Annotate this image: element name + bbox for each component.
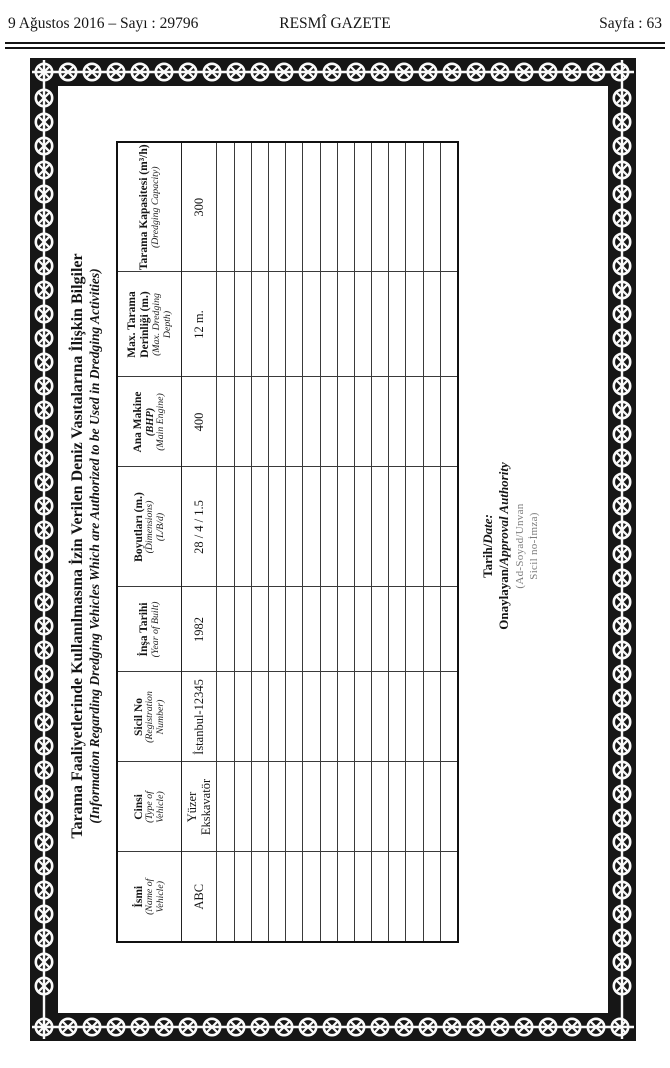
empty-cell: [406, 467, 423, 587]
empty-cell: [423, 672, 440, 762]
empty-cell: [337, 272, 354, 377]
vehicle-data-row: [182, 142, 217, 942]
document-title-turkish: Tarama Faaliyetlerinde Kullanılmasına İzin Verilen Deniz Vasıtalarına İlişkin Bilgiler: [69, 253, 86, 839]
approval-signature-block: [480, 141, 541, 951]
empty-cell: [440, 142, 458, 272]
empty-cell: [372, 467, 389, 587]
empty-cell: [303, 672, 320, 762]
empty-cell: [217, 377, 234, 467]
empty-cell: [320, 142, 337, 272]
empty-cell: [251, 272, 268, 377]
empty-cell: [234, 467, 251, 587]
empty-cell: [286, 852, 303, 942]
vehicle-data-cell: 28 / 4 / 1.5: [182, 467, 217, 587]
empty-cell: [423, 142, 440, 272]
empty-cell: [303, 377, 320, 467]
empty-cell: [337, 852, 354, 942]
empty-row: [268, 142, 285, 942]
empty-cell: [406, 142, 423, 272]
empty-cell: [268, 852, 285, 942]
empty-cell: [440, 587, 458, 672]
empty-cell: [389, 587, 406, 672]
table-header-row: [117, 142, 182, 942]
empty-cell: [423, 467, 440, 587]
empty-cell: [354, 762, 371, 852]
dredging-vehicles-table: [116, 141, 459, 943]
empty-cell: [303, 587, 320, 672]
empty-row: [337, 142, 354, 942]
column-header: Tarama Kapasitesi (m³/h) (Dredging Capacity): [117, 142, 182, 272]
empty-row: [303, 142, 320, 942]
empty-cell: [423, 852, 440, 942]
empty-cell: [320, 377, 337, 467]
empty-cell: [440, 762, 458, 852]
empty-cell: [268, 272, 285, 377]
empty-cell: [217, 587, 234, 672]
empty-cell: [389, 272, 406, 377]
empty-cell: [268, 672, 285, 762]
empty-cell: [217, 272, 234, 377]
empty-cell: [234, 272, 251, 377]
empty-cell: [337, 377, 354, 467]
empty-cell: [234, 142, 251, 272]
date-label-tr: Tarih/: [480, 543, 495, 578]
empty-cell: [268, 587, 285, 672]
column-header: İsmi (Name of Vehicle): [117, 852, 182, 942]
empty-cell: [389, 377, 406, 467]
empty-cell: [337, 142, 354, 272]
empty-row: [389, 142, 406, 942]
empty-cell: [372, 762, 389, 852]
empty-cell: [337, 467, 354, 587]
empty-cell: [354, 377, 371, 467]
vehicle-data-cell: Yüzer Ekskavatör: [182, 762, 217, 852]
empty-cell: [440, 377, 458, 467]
empty-cell: [286, 142, 303, 272]
empty-cell: [372, 377, 389, 467]
column-header: Cinsi (Type of Vehicle): [117, 762, 182, 852]
approver-en: Approval Authority: [496, 462, 512, 566]
empty-cell: [440, 852, 458, 942]
empty-cell: [354, 272, 371, 377]
approval-authority-label: [496, 141, 512, 951]
document-title-english: (Information Regarding Dredging Vehicles Which are Authorized to be Used in Dredging Activities): [87, 268, 103, 824]
empty-cell: [217, 762, 234, 852]
empty-cell: [423, 587, 440, 672]
empty-cell: [406, 587, 423, 672]
empty-cell: [372, 142, 389, 272]
vehicle-data-cell: 12 m.: [182, 272, 217, 377]
empty-cell: [217, 467, 234, 587]
empty-cell: [303, 467, 320, 587]
column-header: Ana Makine (BHP) (Main Engine): [117, 377, 182, 467]
empty-cell: [217, 142, 234, 272]
empty-cell: [337, 587, 354, 672]
signature-detail-1: (Ad-Soyad/Unvan: [513, 503, 526, 589]
empty-cell: [320, 672, 337, 762]
date-label: [480, 141, 496, 951]
empty-cell: [320, 762, 337, 852]
empty-cell: [389, 142, 406, 272]
empty-row: [234, 142, 251, 942]
empty-cell: [234, 587, 251, 672]
empty-cell: [251, 377, 268, 467]
empty-cell: [372, 272, 389, 377]
empty-cell: [354, 467, 371, 587]
date-label-en: Date:: [480, 514, 495, 544]
empty-cell: [268, 377, 285, 467]
empty-cell: [251, 762, 268, 852]
column-header: İnşa Tarihi (Year of Built): [117, 587, 182, 672]
empty-cell: [440, 467, 458, 587]
empty-row: [423, 142, 440, 942]
empty-cell: [251, 587, 268, 672]
empty-cell: [406, 377, 423, 467]
approver-tr: Onaylayan/: [496, 565, 512, 630]
empty-cell: [406, 672, 423, 762]
empty-row: [406, 142, 423, 942]
gazette-title: RESMÎ GAZETE: [279, 15, 391, 32]
empty-cell: [320, 587, 337, 672]
empty-cell: [303, 762, 320, 852]
empty-cell: [217, 672, 234, 762]
empty-row: [440, 142, 458, 942]
vehicle-data-cell: ABC: [182, 852, 217, 942]
empty-cell: [354, 142, 371, 272]
empty-cell: [423, 272, 440, 377]
empty-cell: [354, 672, 371, 762]
empty-cell: [440, 672, 458, 762]
vehicle-data-cell: 400: [182, 377, 217, 467]
empty-cell: [251, 852, 268, 942]
empty-cell: [286, 672, 303, 762]
rotated-document: [62, 141, 562, 951]
vehicle-data-cell: 300: [182, 142, 217, 272]
empty-cell: [234, 672, 251, 762]
empty-cell: [406, 852, 423, 942]
empty-cell: [354, 852, 371, 942]
empty-cell: [337, 672, 354, 762]
empty-cell: [303, 272, 320, 377]
empty-cell: [372, 852, 389, 942]
empty-cell: [372, 672, 389, 762]
empty-cell: [320, 467, 337, 587]
empty-cell: [406, 272, 423, 377]
empty-row: [217, 142, 234, 942]
empty-row: [354, 142, 371, 942]
empty-cell: [234, 762, 251, 852]
vehicle-data-cell: İstanbul-12345: [182, 672, 217, 762]
empty-cell: [337, 762, 354, 852]
page-number: Sayfa : 63: [599, 15, 662, 32]
empty-row: [372, 142, 389, 942]
empty-cell: [234, 852, 251, 942]
empty-cell: [286, 272, 303, 377]
empty-cell: [389, 852, 406, 942]
empty-cell: [389, 467, 406, 587]
empty-cell: [286, 762, 303, 852]
empty-cell: [423, 762, 440, 852]
empty-cell: [251, 142, 268, 272]
column-header: Max. Tarama Derinliği (m.) (Max. Dredging Depth): [117, 272, 182, 377]
issue-date-number: 9 Ağustos 2016 – Sayı : 29796: [8, 15, 199, 32]
empty-cell: [303, 142, 320, 272]
empty-cell: [406, 762, 423, 852]
empty-cell: [251, 672, 268, 762]
empty-row: [320, 142, 337, 942]
empty-cell: [372, 587, 389, 672]
empty-row: [286, 142, 303, 942]
empty-cell: [440, 272, 458, 377]
empty-cell: [217, 852, 234, 942]
column-header: Sicil No (Registration Number): [117, 672, 182, 762]
empty-cell: [286, 467, 303, 587]
empty-cell: [389, 762, 406, 852]
empty-cell: [286, 587, 303, 672]
empty-cell: [423, 377, 440, 467]
empty-cell: [320, 852, 337, 942]
empty-cell: [303, 852, 320, 942]
empty-cell: [234, 377, 251, 467]
column-header: Boyutları (m.) (Dimensions) (L/B/d): [117, 467, 182, 587]
empty-row: [251, 142, 268, 942]
signature-detail-2: Sicil no-İmza): [527, 512, 540, 580]
empty-cell: [268, 142, 285, 272]
empty-cell: [320, 272, 337, 377]
empty-cell: [268, 467, 285, 587]
vehicle-data-cell: 1982: [182, 587, 217, 672]
empty-cell: [286, 377, 303, 467]
empty-cell: [268, 762, 285, 852]
empty-cell: [251, 467, 268, 587]
empty-cell: [354, 587, 371, 672]
empty-cell: [389, 672, 406, 762]
